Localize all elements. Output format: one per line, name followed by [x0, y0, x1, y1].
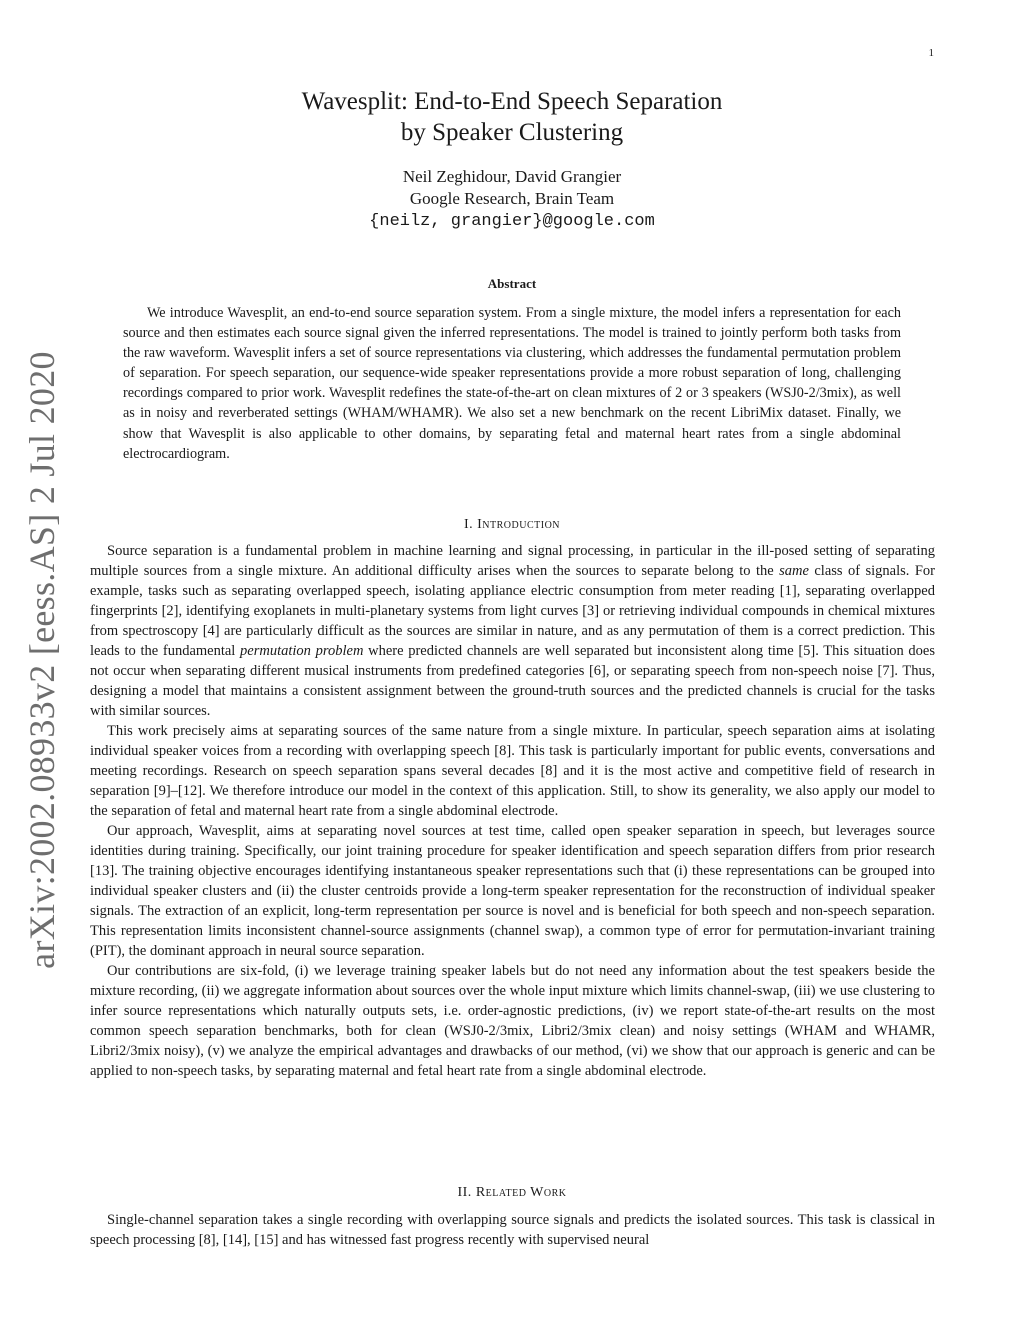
paragraph: Single-channel separation takes a single recording with overlapping source signals and predicts the isolated sources. This task is classical in speech processing [8], [14], [15] and has witnessed fast progress recently with supervised neural: [90, 1212, 935, 1248]
paragraph: This work precisely aims at separating sources of the same nature from a single mixture. In particular, speech separation aims at isolating individual speaker voices from a recording with overlapping speech [8]. This task is particularly important for public events, conversations and meeting recordings. Research on speech separation spans several decades [8] and it is the most active and competitive field of research in separation [9]–[12]. We therefore introduce our model in the context of this application. Still, to show its generality, we also apply our model to the separation of fetal and maternal heart rate from a single abdominal electrode.: [90, 723, 935, 819]
paper-header: [0, 86, 1024, 234]
section-title: Related Work: [475, 1185, 567, 1200]
paragraph: Our contributions are six-fold, (i) we leverage training speaker labels but do not need any information about the test speakers beside the mixture recording, (ii) we aggregate information about sources over the whole input mixture which limits channel-swap, (iii) we use clustering to infer source representations which naturally outputs sets, i.e. order-agnostic predictions, (iv) we report state-of-the-art results on the most common speech separation benchmarks, both for clean (WSJ0-2/3mix, Libri2/3mix clean) and noisy settings (WHAM and WHAMR, Libri2/3mix noisy), (v) we analyze the empirical advantages and drawbacks of our method, (vi) we show that our approach is generic and can be applied to non-speech tasks, by separating maternal and fetal heart rate from a single abdominal electrode.: [90, 963, 935, 1079]
section-title: Introduction: [477, 517, 561, 532]
paragraph: Our approach, Wavesplit, aims at separating novel sources at test time, called open speaker separation in speech, but leverages source identities during training. Specifically, our joint training procedure for speaker identification and speech separation differs from prior research [13]. The training objective encourages identifying instantaneous speaker representations such that (i) these representations can be grouped into individual speaker clusters and (ii) the cluster centroids provide a long-term speaker representation for the reconstruction of individual speaker signals. The extraction of an explicit, long-term representation per source is novel and is beneficial for both speech and non-speech separation. This representation limits inconsistent channel-source assignments (channel swap), a common type of error for permutation-invariant training (PIT), the dominant approach in neural source separation.: [90, 823, 935, 959]
title-line-2: by Speaker Clustering: [400, 119, 624, 146]
emphasis: same: [779, 563, 809, 579]
author-list: Neil Zeghidour, David Grangier: [402, 167, 622, 186]
section-number: I.: [463, 517, 474, 532]
introduction-body: [90, 541, 935, 1081]
section-heading-introduction: [0, 517, 1024, 533]
author-affiliation: Google Research, Brain Team: [409, 189, 615, 208]
paper-title: [0, 86, 1024, 148]
emphasis: permutation problem: [240, 643, 364, 659]
author-emails: {neilz, grangier}@google.com: [369, 212, 655, 231]
title-line-1: Wavesplit: End-to-End Speech Separation: [301, 88, 723, 115]
page-number: 1: [928, 47, 934, 59]
abstract-text: We introduce Wavesplit, an end-to-end source separation system. From a single mixture, the model infers a representation for each source and then estimates each source signal given the inferred representations. The model is trained to jointly perform both tasks from the raw waveform. Wavesplit infers a set of source representations via clustering, which addresses the fundamental permutation problem of separation. For speech separation, our sequence-wide speaker representations provide a more robust separation of long, challenging recordings compared to prior work. Wavesplit redefines the state-of-the-art on clean mixtures of 2 or 3 speakers (WSJ0-2/3mix), as well as in noisy and reverberated settings (WHAM/WHAMR). We also set a new benchmark on the recent LibriMix dataset. Finally, we show that Wavesplit is also applicable to other domains, by separating fetal and maternal heart rates from a single abdominal electrocardiogram.: [123, 305, 901, 462]
abstract-heading: Abstract: [487, 276, 537, 291]
related-work-body: [90, 1210, 935, 1250]
paragraph: Source separation is a fundamental problem in machine learning and signal processing, in particular in the ill-posed setting of separating multiple sources from a single mixture. An additional difficulty arises when the sources to separate belong to the same class of signals. For example, tasks such as separating overlapped speech, isolating appliance electric consumption from meter reading [1], separating overlapped fingerprints [2], identifying exoplanets in multi-planetary systems from light curves [3] or retrieving individual compounds in chemical mixtures from spectroscopy [4] are particularly difficult as the sources are similar in nature, and as any permutation of them is a correct prediction. This leads to the fundamental permutation problem where predicted channels are well separated but inconsistent along time [5]. This situation does not occur when separating different musical instruments from predefined categories [6], or separating speech from non-speech noise [7]. Thus, designing a model that maintains a consistent assignment between the ground-truth sources and the predicted channels is crucial for the tasks with similar sources.: [90, 543, 935, 719]
section-number: II.: [457, 1185, 472, 1200]
arxiv-identifier-stamp: arXiv:2002.08933v2 [eess.AS] 2 Jul 2020: [22, 351, 62, 969]
section-heading-related-work: [0, 1185, 1024, 1201]
